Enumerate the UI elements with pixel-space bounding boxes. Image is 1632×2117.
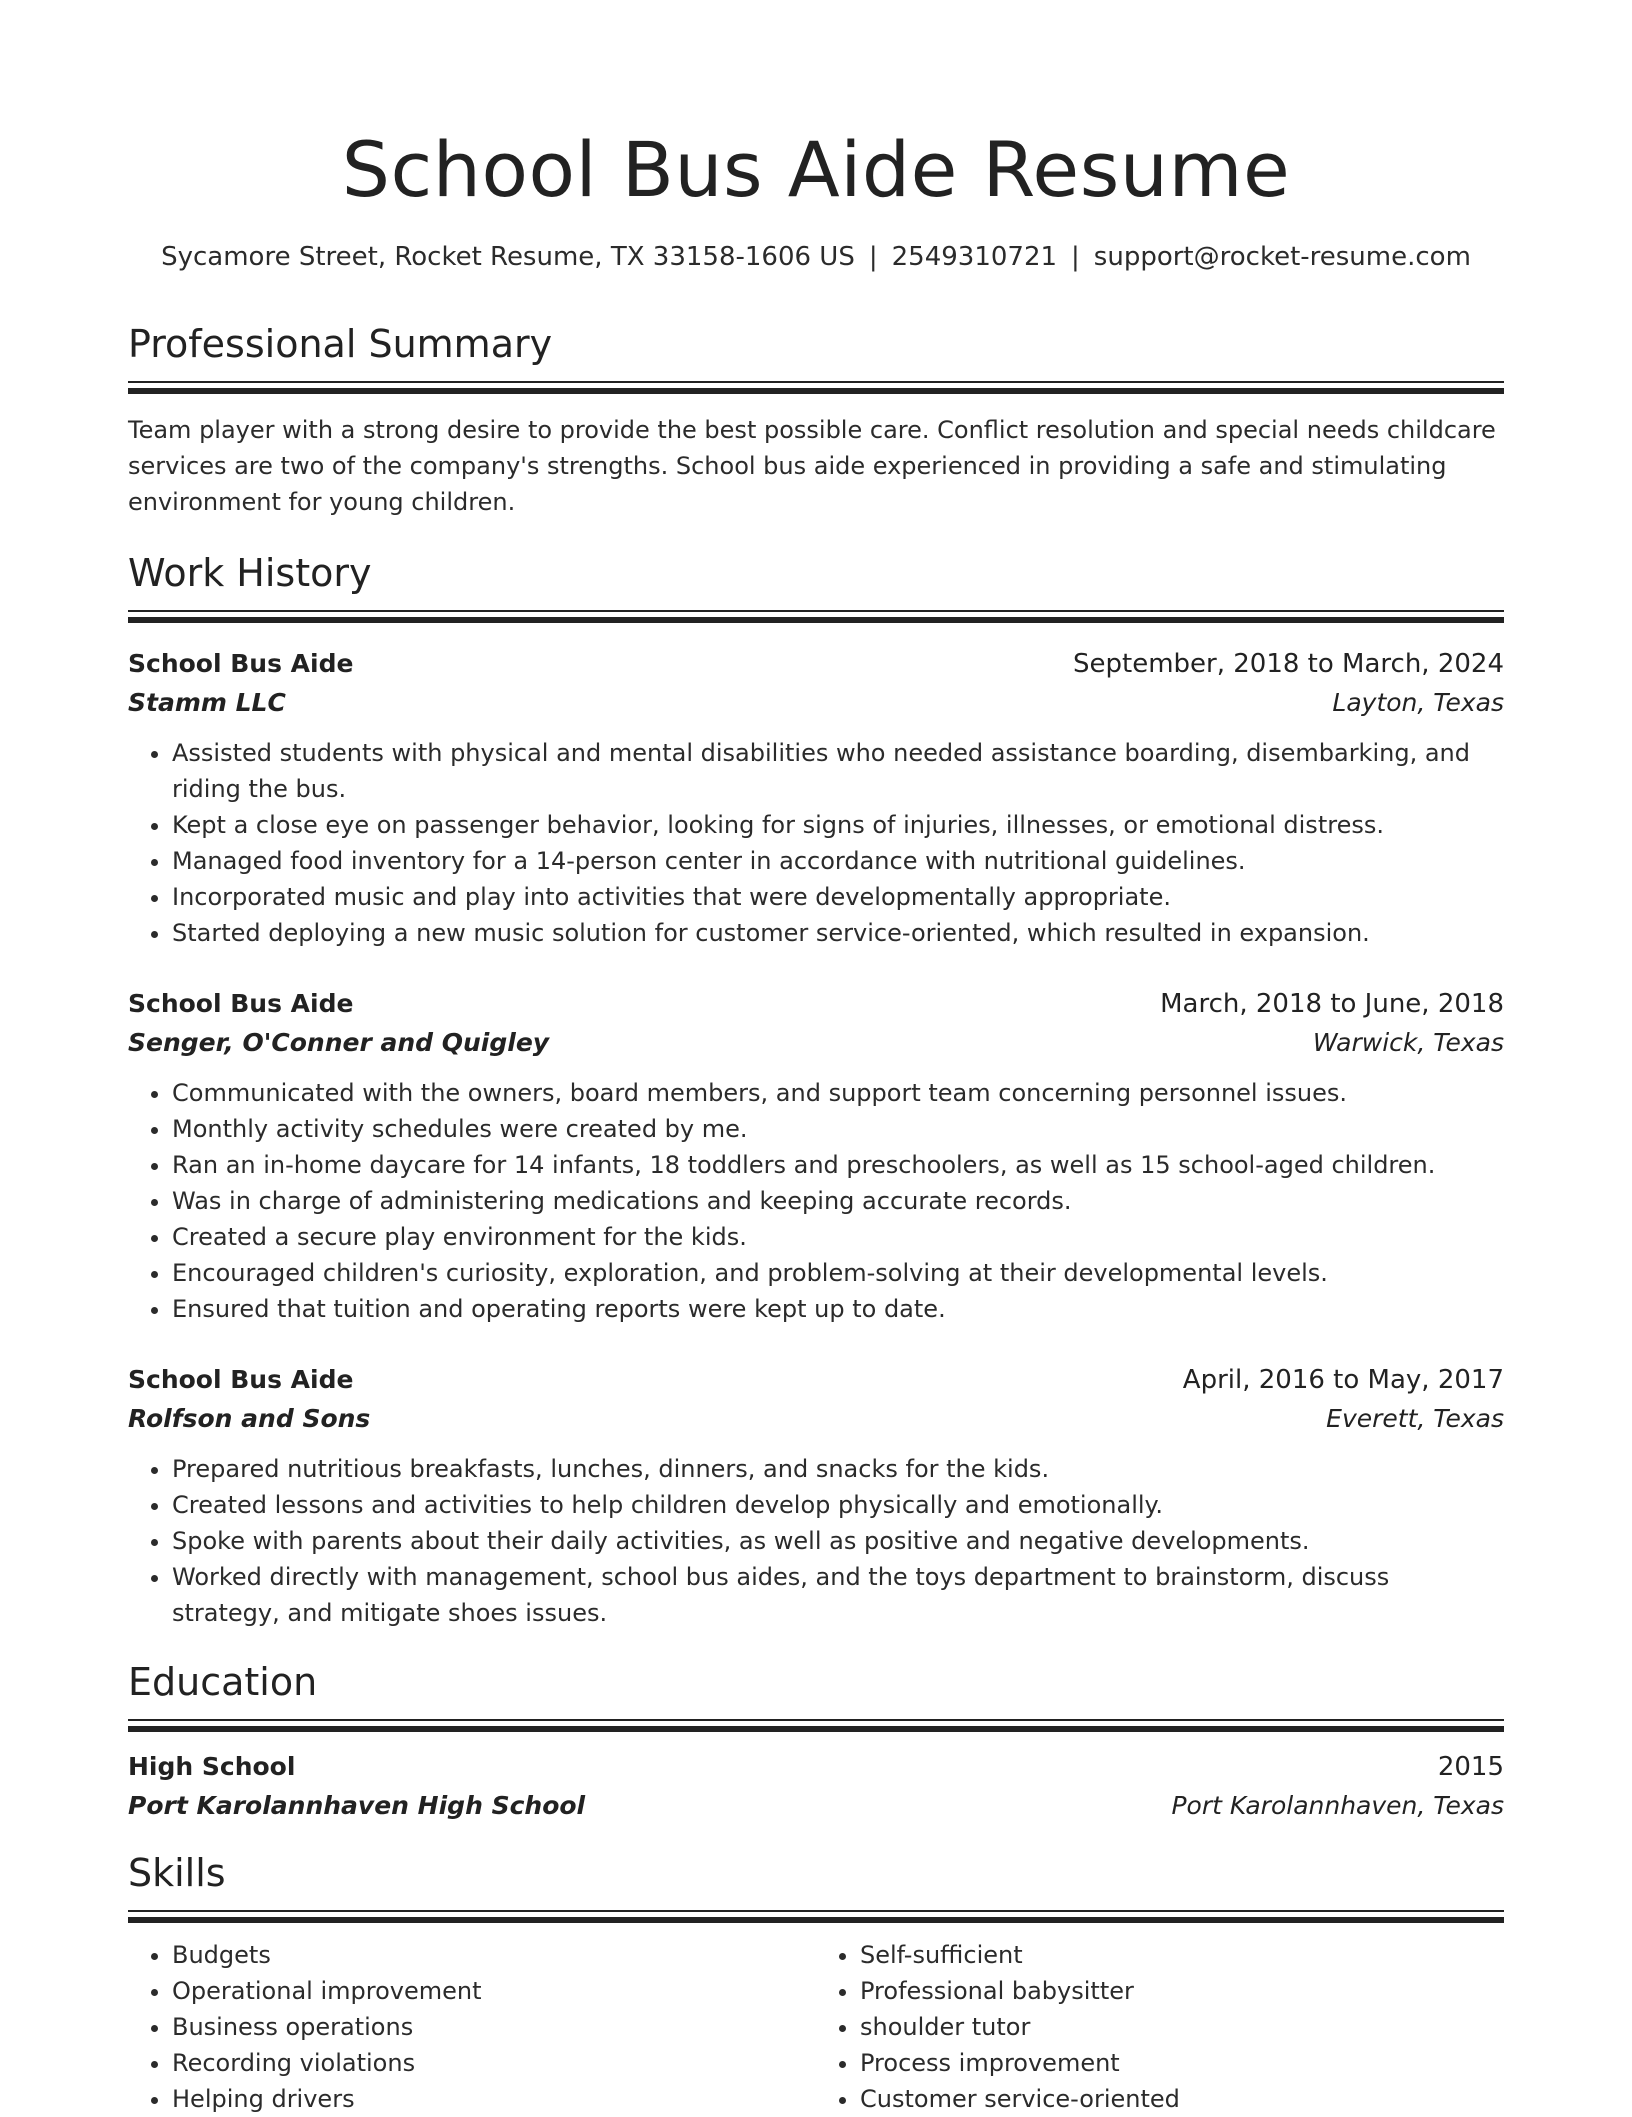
list-item: • Assisted students with physical and mental disabilities who needed assistance boarding, disembarking, and riding the bus. — [172, 735, 1504, 807]
section-divider — [128, 1910, 1504, 1912]
list-item: • Operational improvement — [172, 1973, 816, 2009]
section-heading: Education — [128, 1660, 318, 1704]
section-divider — [128, 1719, 1504, 1721]
job-location: Layton, Texas — [1332, 688, 1504, 717]
job-title: School Bus Aide — [128, 1365, 354, 1394]
job-bullets — [128, 1075, 1504, 1327]
work-history-section — [128, 550, 1504, 1631]
job-company: Senger, O'Conner and Quigley — [128, 1028, 550, 1057]
list-item: • Process improvement — [860, 2045, 1504, 2081]
job-title: School Bus Aide — [128, 649, 354, 678]
section-divider-thick — [128, 617, 1504, 623]
section-divider-thick — [128, 1917, 1504, 1923]
job-entry — [128, 645, 1504, 951]
job-company: Rolfson and Sons — [128, 1404, 371, 1433]
section-divider-thick — [128, 388, 1504, 394]
contact-email: support@rocket-resume.com — [1093, 242, 1471, 272]
list-item: • Kept a close eye on passenger behavior, looking for signs of injuries, illnesses, or emotional distress. — [172, 807, 1504, 843]
job-dates: September, 2018 to March, 2024 — [1073, 649, 1504, 679]
education-degree: High School — [128, 1752, 296, 1781]
list-item: • Business operations — [172, 2009, 816, 2045]
education-entry — [128, 1748, 1504, 1826]
job-dates: March, 2018 to June, 2018 — [1160, 989, 1504, 1019]
job-title: School Bus Aide — [128, 989, 354, 1018]
list-item: • Helping drivers — [172, 2081, 816, 2117]
list-item: • Customer service-oriented — [860, 2081, 1504, 2117]
job-bullets — [128, 1451, 1504, 1631]
list-item: • Created lessons and activities to help children develop physically and emotionally. — [172, 1487, 1504, 1523]
summary-text: Team player with a strong desire to provide the best possible care. Conflict resolution and special needs childcare services are two of the company's strengths. School bus aide experienced in providing a safe and stimulating environment for young children. — [128, 416, 1496, 516]
contact-phone: 2549310721 — [891, 242, 1058, 272]
list-item: • shoulder tutor — [860, 2009, 1504, 2045]
skills-list-left — [128, 1937, 816, 2117]
list-item: • Prepared nutritious breakfasts, lunches, dinners, and snacks for the kids. — [172, 1451, 1504, 1487]
job-location: Everett, Texas — [1326, 1404, 1504, 1433]
section-heading: Skills — [128, 1851, 226, 1895]
list-item: • Budgets — [172, 1937, 816, 1973]
job-entry — [128, 985, 1504, 1327]
section-heading: Work History — [128, 551, 372, 595]
education-school: Port Karolannhaven High School — [128, 1791, 586, 1820]
list-item: • Started deploying a new music solution for customer service-oriented, which resulted in expansion. — [172, 915, 1504, 951]
job-company: Stamm LLC — [128, 688, 286, 717]
job-bullets — [128, 735, 1504, 951]
list-item: • Encouraged children's curiosity, exploration, and problem-solving at their developmental levels. — [172, 1255, 1504, 1291]
contact-separator: | — [868, 242, 878, 272]
skills-columns — [128, 1937, 1504, 2117]
list-item: • Managed food inventory for a 14-person center in accordance with nutritional guidelines. — [172, 843, 1504, 879]
summary-section — [128, 321, 1504, 520]
job-location: Warwick, Texas — [1312, 1028, 1504, 1057]
list-item: • Recording violations — [172, 2045, 816, 2081]
list-item: • Created a secure play environment for the kids. — [172, 1219, 1504, 1255]
skills-list-right — [816, 1937, 1504, 2117]
list-item: • Self-sufficient — [860, 1937, 1504, 1973]
education-year: 2015 — [1437, 1752, 1504, 1782]
list-item: • Communicated with the owners, board members, and support team concerning personnel issues. — [172, 1075, 1504, 1111]
skills-section — [128, 1850, 1504, 2117]
job-entry — [128, 1361, 1504, 1631]
list-item: • Was in charge of administering medications and keeping accurate records. — [172, 1183, 1504, 1219]
section-divider — [128, 610, 1504, 612]
list-item: • Monthly activity schedules were created by me. — [172, 1111, 1504, 1147]
list-item: • Professional babysitter — [860, 1973, 1504, 2009]
section-divider — [128, 381, 1504, 383]
section-divider-thick — [128, 1726, 1504, 1732]
list-item: • Incorporated music and play into activities that were developmentally appropriate. — [172, 879, 1504, 915]
list-item: • Worked directly with management, school bus aides, and the toys department to brainstorm, discuss strategy, and mitigate shoes issues. — [172, 1559, 1504, 1631]
resume-title: School Bus Aide Resume — [341, 125, 1291, 214]
list-item: • Ran an in-home daycare for 14 infants, 18 toddlers and preschoolers, as well as 15 school-aged children. — [172, 1147, 1504, 1183]
education-section — [128, 1659, 1504, 1826]
list-item: • Ensured that tuition and operating reports were kept up to date. — [172, 1291, 1504, 1327]
education-location: Port Karolannhaven, Texas — [1171, 1791, 1504, 1820]
list-item: • Spoke with parents about their daily activities, as well as positive and negative developments. — [172, 1523, 1504, 1559]
contact-address: Sycamore Street, Rocket Resume, TX 33158-1606 US — [161, 242, 855, 272]
section-heading: Professional Summary — [128, 322, 553, 366]
contact-separator: | — [1071, 242, 1080, 272]
contact-line — [128, 239, 1504, 275]
job-dates: April, 2016 to May, 2017 — [1182, 1365, 1504, 1395]
